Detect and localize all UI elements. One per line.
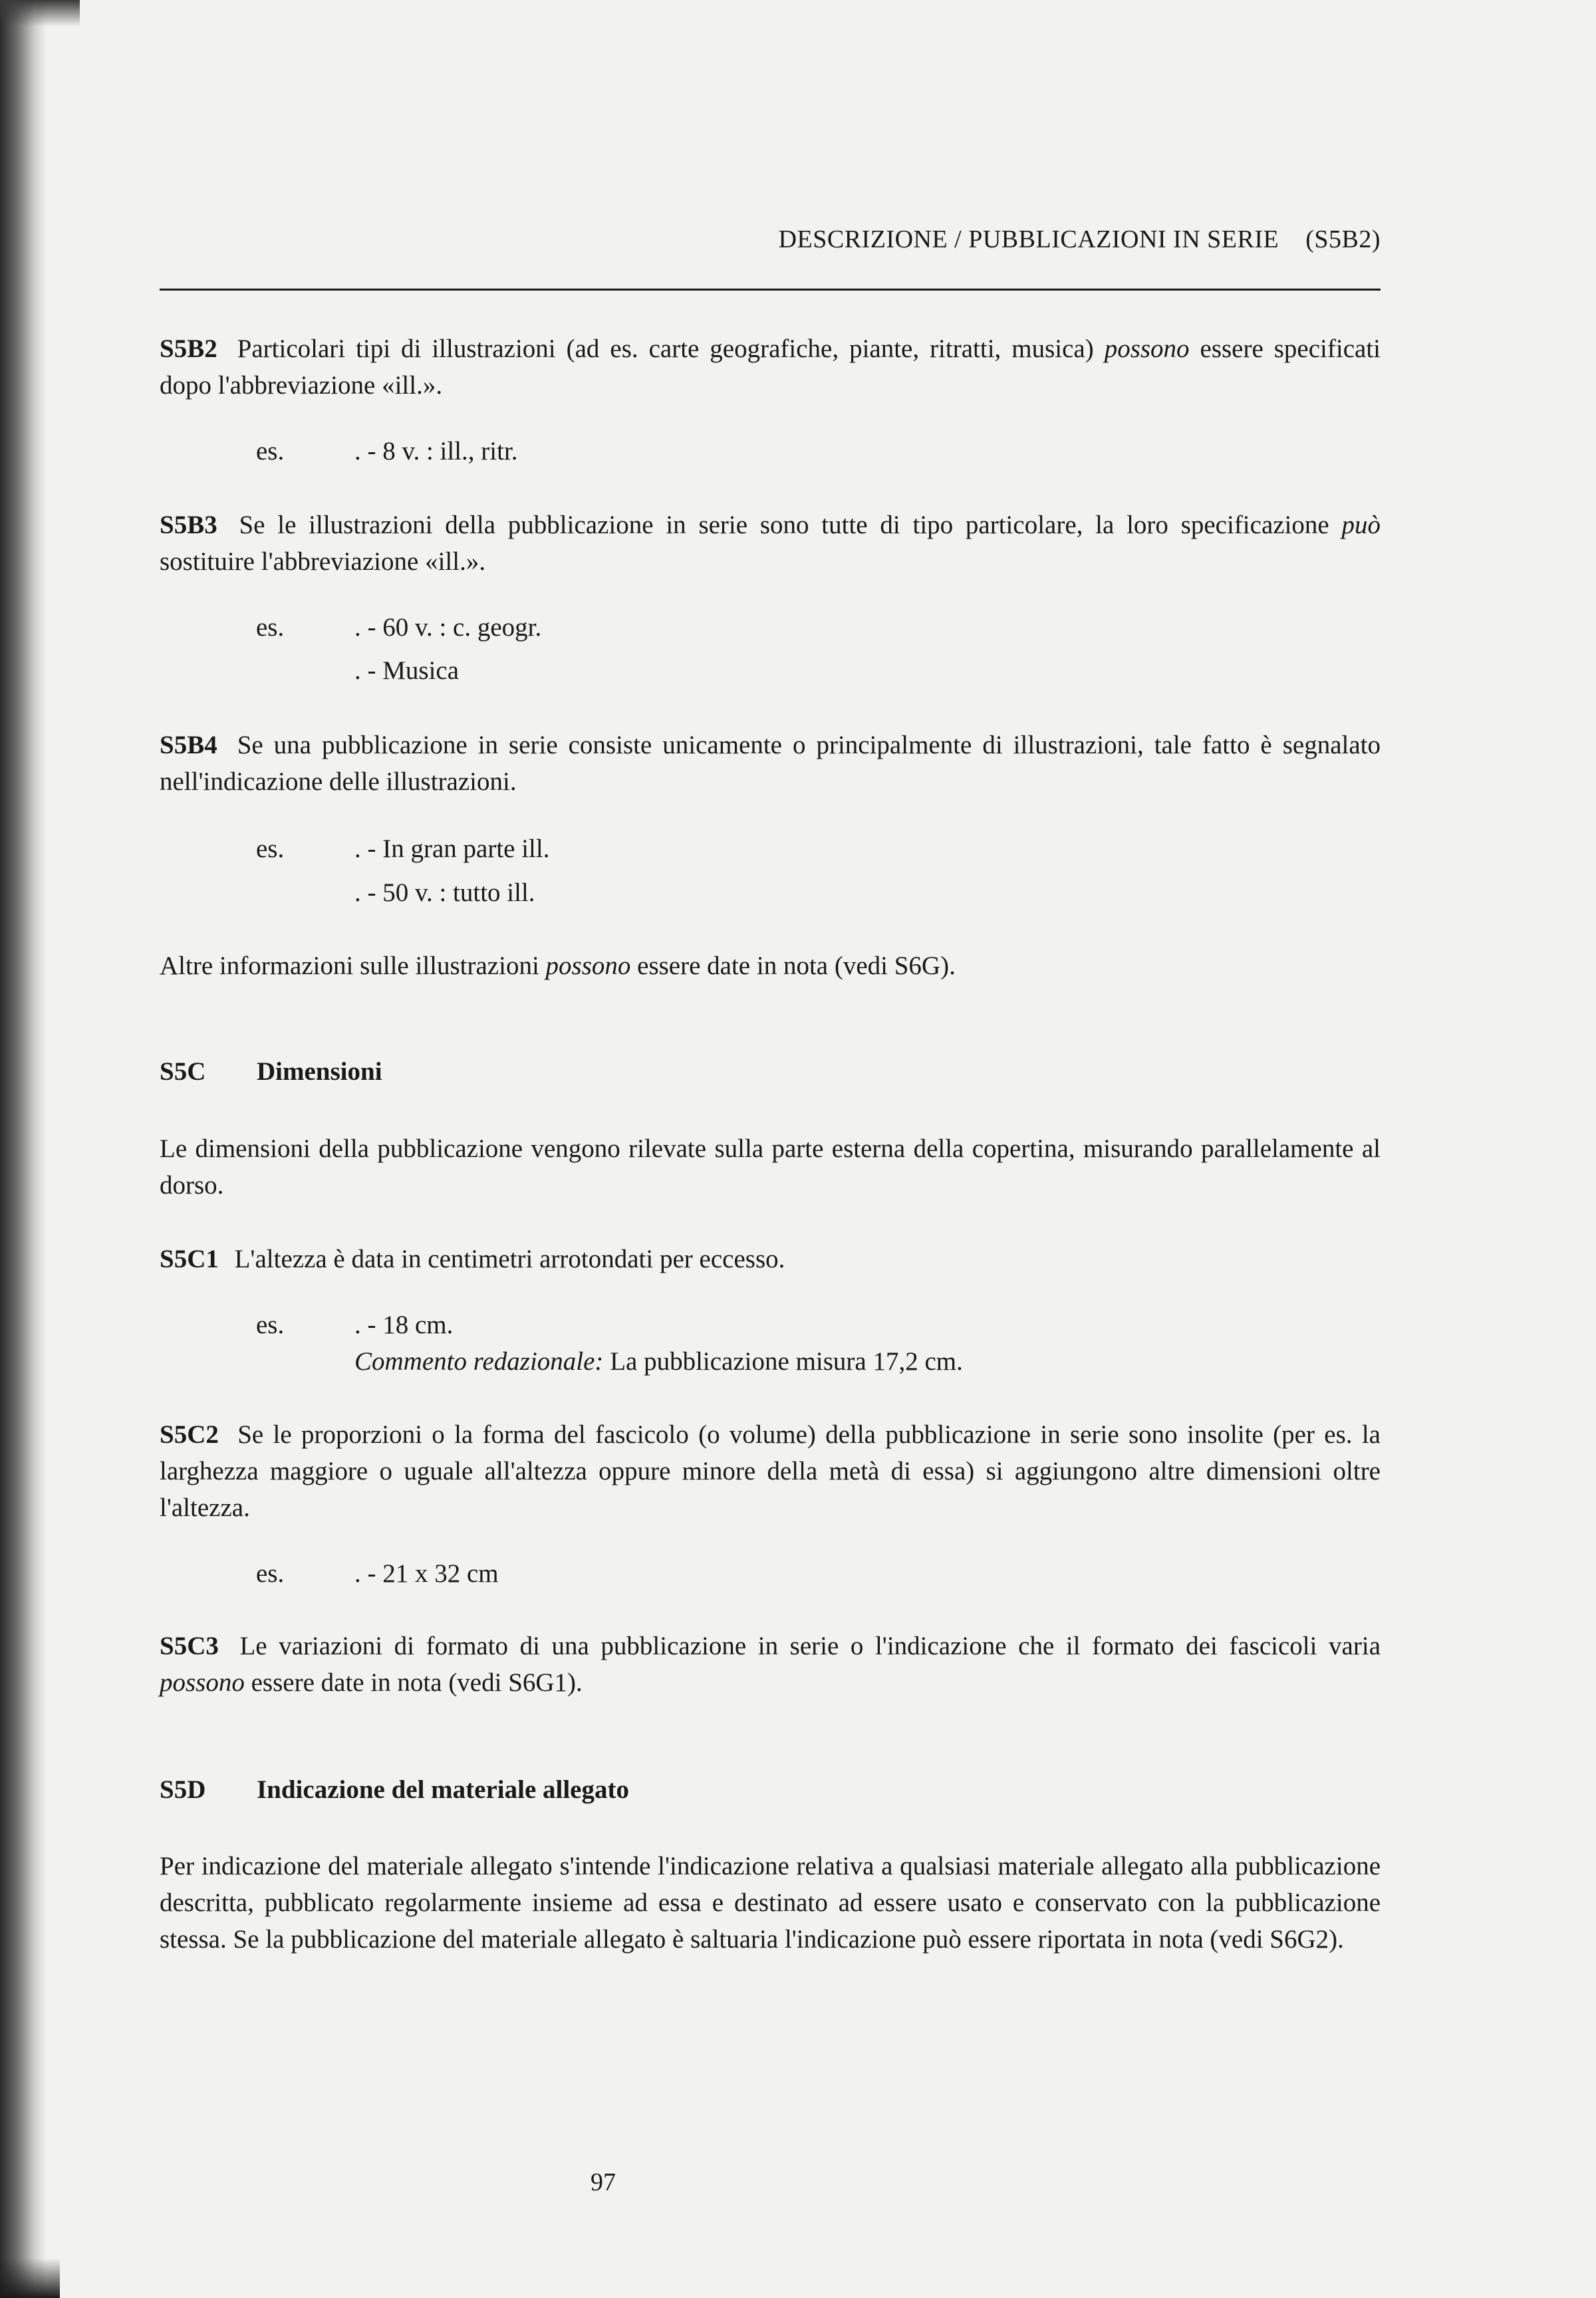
section-heading-s5d	[160, 1775, 629, 1805]
scan-bottom-shadow	[0, 2258, 60, 2298]
header-rule	[160, 289, 1381, 291]
example-text: . - 50 v. : tutto ill.	[354, 878, 535, 907]
section-title: Dimensioni	[257, 1057, 382, 1086]
example-text: . - 21 x 32 cm	[354, 1559, 499, 1588]
paragraph-text-cont: essere date in nota (vedi S6G).	[637, 952, 956, 980]
rule-text: Se le illustrazioni della pubblicazione in serie sono tutte di tipo particolare, la loro specificazione	[239, 511, 1329, 539]
paragraph-s5c2	[160, 1416, 1381, 1526]
example-text: . - 18 cm.	[354, 1311, 454, 1339]
rule-text: Se le proporzioni o la forma del fascicolo (o volume) della pubblicazione in serie sono insolite (per es. la larghezza maggiore o uguale all'altezza oppure minore della metà di essa) si aggiungono altre dimensioni oltre l'altezza.	[160, 1420, 1381, 1522]
rule-text-italic: può	[1341, 511, 1381, 539]
rule-text: Le variazioni di formato di una pubblicazione in serie o l'indicazione che il formato dei fascicoli varia	[239, 1632, 1381, 1660]
rule-text-cont: sostituire l'abbreviazione «ill.».	[160, 547, 486, 576]
section-code: S5D	[160, 1775, 206, 1804]
rule-code: S5C3	[160, 1632, 219, 1660]
paragraph-other-info	[160, 948, 1381, 984]
section-code: S5C	[160, 1057, 206, 1086]
rule-text-italic: possono	[160, 1668, 245, 1697]
page-gutter-shadow	[0, 0, 47, 2298]
running-head-code: (S5B2)	[1305, 225, 1381, 253]
rule-code: S5C1	[160, 1245, 219, 1273]
scan-corner-shadow	[0, 0, 80, 27]
page-number: 97	[591, 2168, 616, 2196]
rule-text-cont: essere date in nota (vedi S6G1).	[251, 1668, 583, 1697]
rule-text: Se una pubblicazione in serie consiste unicamente o principalmente di illustrazioni, tale fatto è segnalato nell'indicazione delle illustrazioni.	[160, 731, 1381, 796]
rule-code: S5B2	[160, 334, 217, 363]
comment-text: La pubblicazione misura 17,2 cm.	[610, 1347, 963, 1376]
example-text: . - In gran parte ill.	[354, 834, 550, 863]
example-text: . - 60 v. : c. geogr.	[354, 613, 542, 642]
example-label: es.	[256, 613, 285, 642]
rule-text: Particolari tipi di illustrazioni (ad es. carte geografiche, piante, ritratti, musica)	[237, 334, 1094, 363]
example-row	[256, 609, 541, 646]
example-row	[256, 1307, 453, 1343]
running-head-title: DESCRIZIONE / PUBBLICAZIONI IN SERIE	[778, 225, 1279, 253]
paragraph-s5b2	[160, 330, 1381, 404]
paragraph-s5d-intro: Per indicazione del materiale allegato s'intende l'indicazione relativa a qualsiasi materiale allegato alla pubblicazione descritta, pubblicato regolarmente insieme ad essa e destinato ad essere usato e conservato con la pubblicazione stessa. Se la pubblicazione del materiale allegato è saltuaria l'indicazione può essere riportata in nota (vedi S6G2).	[160, 1852, 1381, 1954]
example-row	[256, 830, 549, 867]
example-label: es.	[256, 834, 285, 863]
section-heading-s5c	[160, 1057, 382, 1086]
section-title: Indicazione del materiale allegato	[257, 1775, 629, 1804]
example-text: . - 8 v. : ill., ritr.	[354, 437, 518, 465]
paragraph-s5c3	[160, 1628, 1381, 1701]
rule-code: S5B4	[160, 731, 217, 759]
rule-text-italic: possono	[1104, 334, 1190, 363]
paragraph-text: Altre informazioni sulle illustrazioni	[160, 952, 539, 980]
example-row	[256, 1555, 499, 1592]
example-label: es.	[256, 1311, 285, 1339]
example-label: es.	[256, 1559, 285, 1588]
rule-text: L'altezza è data in centimetri arrotondati per eccesso.	[234, 1245, 785, 1273]
paragraph-text-italic: possono	[545, 952, 631, 980]
paragraph-s5b4	[160, 727, 1381, 800]
comment-label: Commento redazionale:	[354, 1347, 604, 1376]
rule-code: S5B3	[160, 511, 217, 539]
paragraph-s5c1	[160, 1241, 1381, 1277]
rule-text-cont: essere specificati dopo l'abbreviazione «ill.».	[160, 334, 1381, 400]
running-head	[779, 225, 1381, 254]
example-row	[256, 433, 518, 469]
paragraph-s5c-intro: Le dimensioni della pubblicazione vengono rilevate sulla parte esterna della copertina, misurando parallelamente al dorso.	[160, 1134, 1381, 1200]
editorial-comment	[354, 1343, 963, 1380]
paragraph-s5b3	[160, 507, 1381, 580]
example-label: es.	[256, 437, 285, 465]
rule-code: S5C2	[160, 1420, 219, 1449]
example-text: . - Musica	[354, 656, 460, 685]
